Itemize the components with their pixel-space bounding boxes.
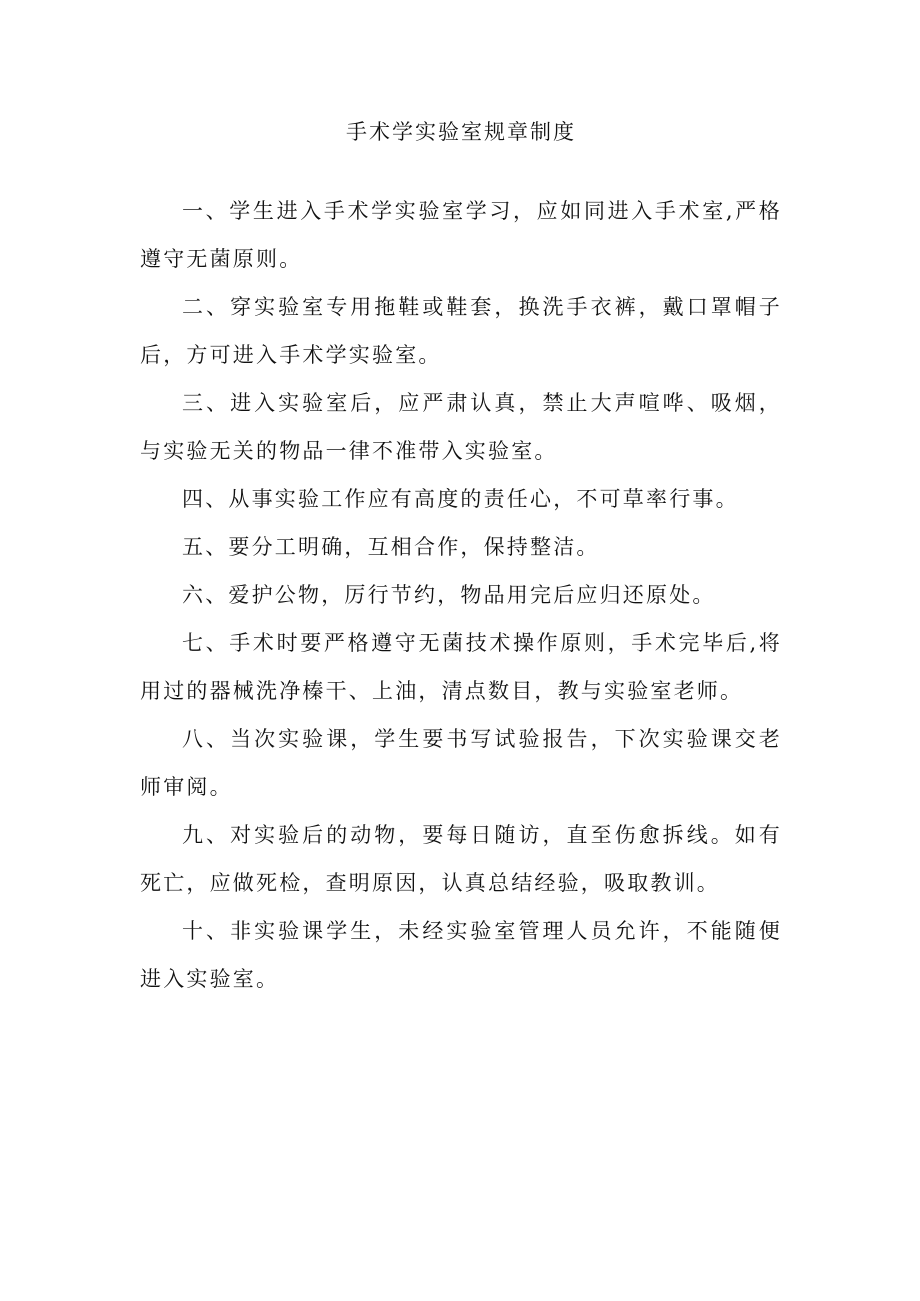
rule-item-7: 七、手术时要严格遵守无菌技术操作原则，手术完毕后,将用过的器械洗净榛干、上油，清点数目，教与实验室老师。 bbox=[140, 631, 782, 703]
rule-item-8: 八、当次实验课，学生要书写试验报告，下次实验课交老师审阅。 bbox=[140, 727, 782, 799]
rule-item-9: 九、对实验后的动物，要每日随访，直至伤愈拆线。如有死亡，应做死检，查明原因，认真总结经验，吸取教训。 bbox=[140, 823, 782, 895]
rule-item-3: 三、进入实验室后，应严肃认真，禁止大声喧哗、吸烟，与实验无关的物品一律不准带入实验室。 bbox=[140, 391, 782, 463]
rule-item-10: 十、非实验课学生，未经实验室管理人员允许，不能随便进入实验室。 bbox=[140, 919, 782, 991]
rule-item-4: 四、从事实验工作应有高度的责任心，不可草率行事。 bbox=[182, 487, 739, 511]
rule-item-1: 一、学生进入手术学实验室学习，应如同进入手术室,严格遵守无菌原则。 bbox=[140, 199, 782, 271]
rule-item-6: 六、爱护公物，厉行节约，物品用完后应归还原处。 bbox=[182, 583, 716, 607]
rule-item-5: 五、要分工明确，互相合作，保持整洁。 bbox=[182, 535, 600, 559]
rule-item-2: 二、穿实验室专用拖鞋或鞋套，换洗手衣裤，戴口罩帽子后，方可进入手术学实验室。 bbox=[140, 295, 782, 367]
document-title: 手术学实验室规章制度 bbox=[346, 120, 576, 144]
